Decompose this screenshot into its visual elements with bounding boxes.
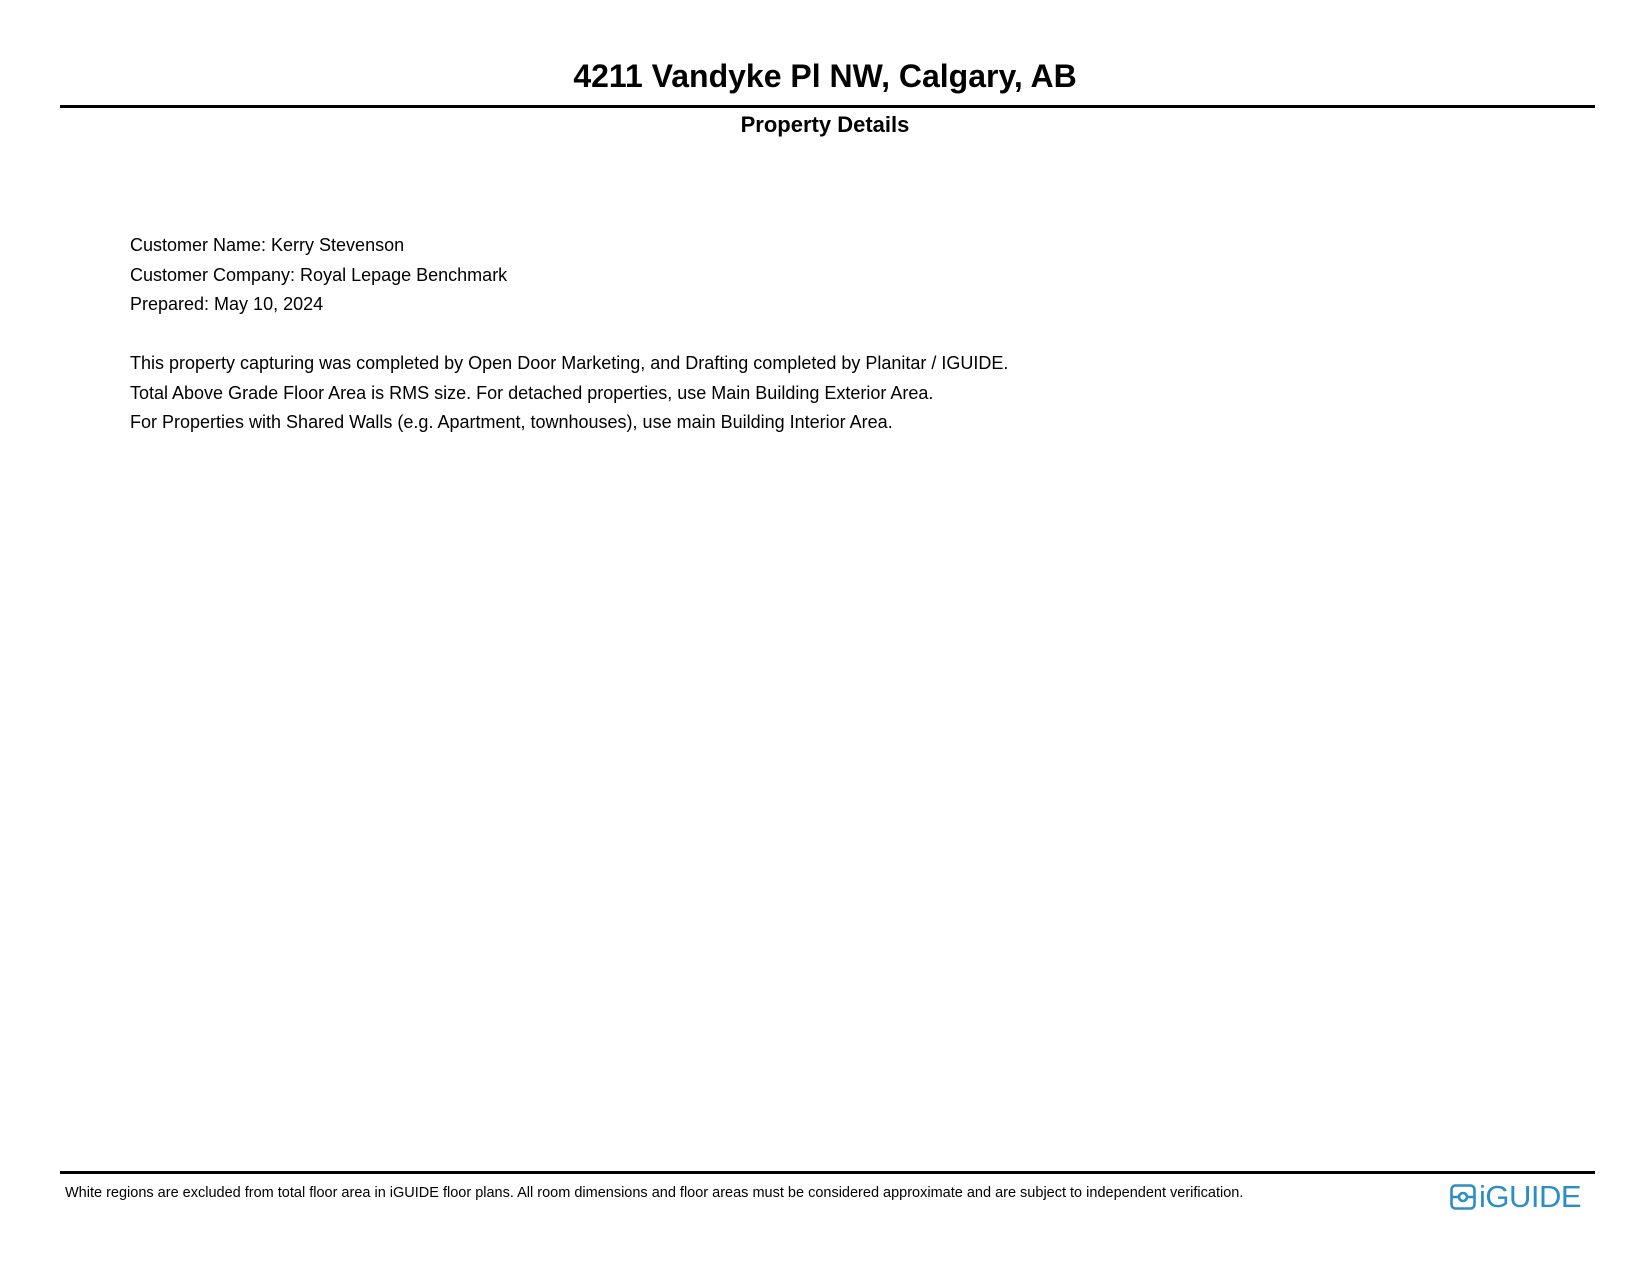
page-title: 4211 Vandyke Pl NW, Calgary, AB	[573, 58, 1077, 94]
iguide-logo-icon	[1450, 1184, 1476, 1210]
iguide-logo	[1450, 1179, 1582, 1214]
section-title: Property Details	[740, 112, 910, 137]
title-divider	[60, 105, 1595, 108]
note-line: Total Above Grade Floor Area is RMS size. For detached properties, use Main Building Exterior Area.	[130, 382, 934, 403]
prepared-date: Prepared: May 10, 2024	[130, 294, 324, 314]
customer-name: Customer Name: Kerry Stevenson	[130, 235, 405, 255]
note-line: This property capturing was completed by Open Door Marketing, and Drafting completed by Planitar / IGUIDE.	[130, 353, 1009, 373]
note-line: For Properties with Shared Walls (e.g. Apartment, townhouses), use main Building Interior Area.	[130, 412, 893, 432]
footer-disclaimer: White regions are excluded from total floor area in iGUIDE floor plans. All room dimensions and floor areas must be considered approximate and are subject to independent verification.	[65, 1185, 1244, 1201]
logo-text: iGUIDE	[1479, 1179, 1582, 1214]
spacer	[130, 320, 1008, 350]
property-details	[130, 231, 1008, 438]
footer-divider	[60, 1171, 1595, 1174]
customer-company: Customer Company: Royal Lepage Benchmark	[130, 264, 508, 285]
